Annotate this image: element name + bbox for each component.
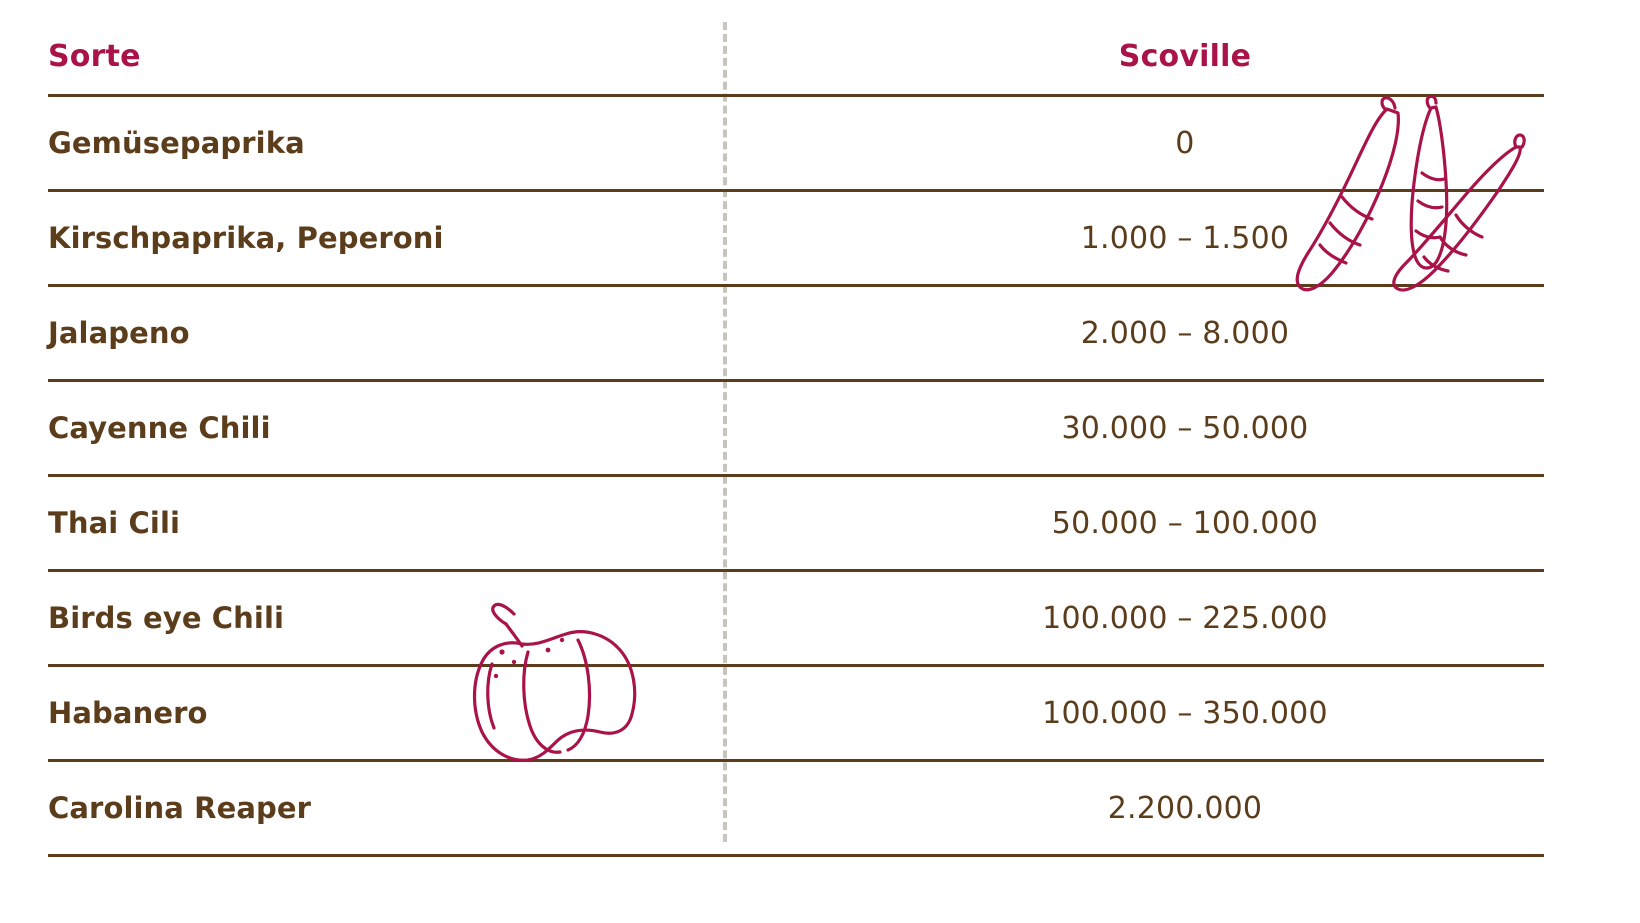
- cell-scoville: 2.200.000: [826, 761, 1544, 856]
- table-row: [48, 286, 1544, 381]
- cell-sorte: Kirschpaprika, Peperoni: [48, 191, 826, 286]
- table-row: [48, 476, 1544, 571]
- table-row: [48, 191, 1544, 286]
- table-header-row: [48, 18, 1544, 96]
- cell-scoville: 50.000 – 100.000: [826, 476, 1544, 571]
- table-row: [48, 96, 1544, 191]
- cell-scoville: 1.000 – 1.500: [826, 191, 1544, 286]
- cell-sorte: Thai Cili: [48, 476, 826, 571]
- table-row: [48, 381, 1544, 476]
- column-header-sorte: Sorte: [48, 18, 826, 96]
- table-row: [48, 571, 1544, 666]
- cell-sorte: Cayenne Chili: [48, 381, 826, 476]
- cell-scoville: 0: [826, 96, 1544, 191]
- cell-scoville: 2.000 – 8.000: [826, 286, 1544, 381]
- cell-scoville: 30.000 – 50.000: [826, 381, 1544, 476]
- column-header-scoville: Scoville: [826, 18, 1544, 96]
- scoville-table: [48, 18, 1544, 857]
- cell-sorte: Birds eye Chili: [48, 571, 826, 666]
- cell-scoville: 100.000 – 225.000: [826, 571, 1544, 666]
- cell-sorte: Gemüsepaprika: [48, 96, 826, 191]
- table-row: [48, 666, 1544, 761]
- cell-sorte: Jalapeno: [48, 286, 826, 381]
- cell-sorte: Habanero: [48, 666, 826, 761]
- table-row: [48, 761, 1544, 856]
- cell-scoville: 100.000 – 350.000: [826, 666, 1544, 761]
- cell-sorte: Carolina Reaper: [48, 761, 826, 856]
